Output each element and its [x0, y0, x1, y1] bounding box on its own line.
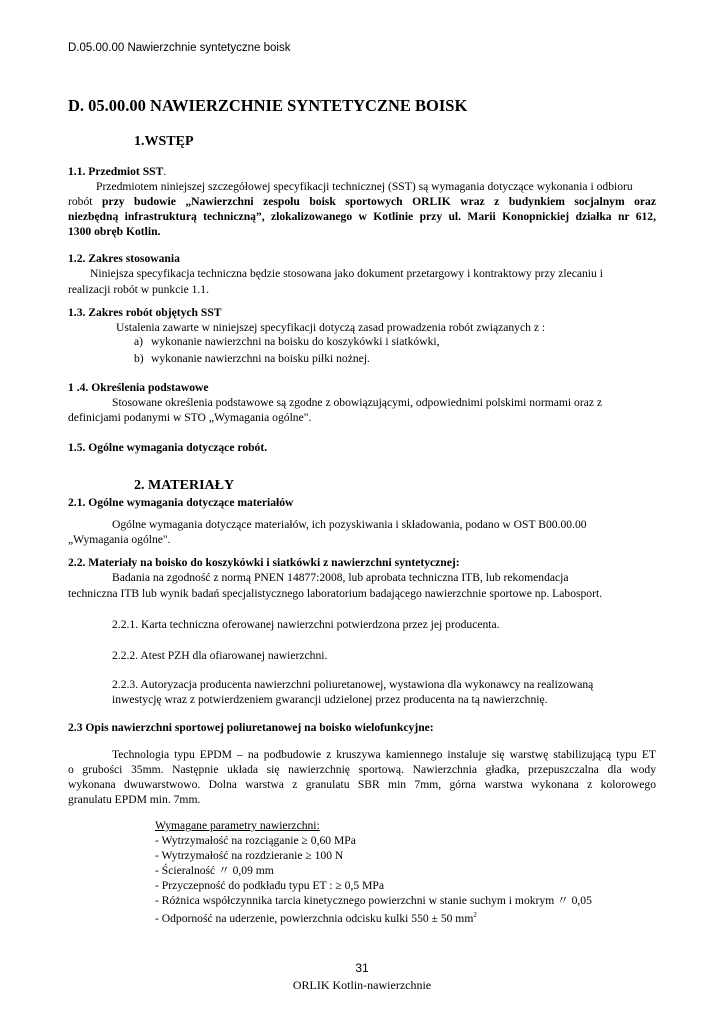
item-2-2-2: 2.2.2. Atest PZH dla ofiarowanej nawierzchni.	[112, 649, 328, 662]
subsection-title-1-5: 1.5. Ogólne wymagania dotyczące robót.	[68, 441, 268, 454]
subsection-title-1-4: 1 .4. Określenia podstawowe	[68, 381, 209, 394]
paragraph-1-3-line-1: Ustalenia zawarte w niniejszej specyfikacji dotyczą zasad prowadzenia robót związanych z :	[116, 321, 546, 334]
superscript: 2	[473, 911, 477, 919]
list-item	[134, 351, 370, 366]
paragraph-1-2-line-1: Niniejsza specyfikacja techniczna będzie stosowana jako dokument przetargowy i kontraktowy przy zlecaniu i	[90, 267, 603, 280]
running-header: D.05.00.00 Nawierzchnie syntetyczne boisk	[68, 42, 291, 54]
paragraph-1-1-line-2	[68, 194, 656, 209]
subsection-title-1-3: 1.3. Zakres robót objętych SST	[68, 306, 222, 319]
parameter-text: - Odporność na uderzenie, powierzchnia odcisku kulki 550 ± 50 mm	[155, 911, 474, 925]
parameters-title: Wymagane parametry nawierzchni:	[155, 819, 320, 832]
paragraph-1-2-line-2: realizacji robót w punkcie 1.1.	[68, 283, 210, 296]
paragraph-2-2-line-1: Badania na zgodność z normą PNEN 14877:2008, lub aprobata techniczna ITB, lub rekomendacja	[112, 571, 569, 584]
paragraph-2-3-line-3: wykonana dwuwarstwowo. Dolna warstwa z granulatu SBR min 7mm, górna warstwa wykonana z kolorowego	[68, 778, 656, 791]
paragraph-2-1-line-2: „Wymagania ogólne".	[68, 533, 171, 546]
paragraph-1-1-line-1: Przedmiotem niniejszej szczegółowej specyfikacji technicznej (SST) są wymagania dotyczące wykonania i odbioru	[96, 180, 633, 193]
section-heading-materialy: 2. MATERIAŁY	[134, 478, 235, 493]
section-heading-wstep: 1.WSTĘP	[134, 134, 194, 149]
parameter-item: - Ścieralność 〃 0,09 mm	[155, 864, 274, 877]
bold-text: przy budowie „Nawierzchni zespołu boisk sportowych ORLIK wraz z budynkiem socjalnym oraz	[101, 195, 656, 208]
paragraph-2-3-line-2: o grubości 35mm. Następnie układa się nawierzchnię sportową. Nawierzchnia gładka, przepuszczalna dla wody	[68, 763, 656, 776]
subsection-title-2-3: 2.3 Opis nawierzchni sportowej poliuretanowej na boisko wielofunkcyjne:	[68, 721, 434, 734]
paragraph-1-1-line-4: 1300 obręb Kotlin.	[68, 225, 161, 238]
footer-caption: ORLIK Kotlin-nawierzchnie	[292, 978, 432, 992]
paragraph-2-3-line-4: granulatu EPDM min. 7mm.	[68, 793, 201, 806]
subsection-title-2-1: 2.1. Ogólne wymagania dotyczące materiałów	[68, 496, 294, 509]
document-title: D. 05.00.00 NAWIERZCHNIE SYNTETYCZNE BOISK	[68, 96, 468, 115]
subsection-title-1-2: 1.2. Zakres stosowania	[68, 252, 180, 265]
subsection-title-text: 1.1. Przedmiot SST	[68, 165, 164, 178]
list-item	[134, 334, 440, 349]
item-2-2-3-line-1: 2.2.3. Autoryzacja producenta nawierzchni poliuretanowej, wystawiona dla wykonawcy na realizowaną	[112, 678, 594, 691]
title-period: .	[163, 165, 167, 178]
list-item-text: wykonanie nawierzchni na boisku piłki nożnej.	[151, 352, 370, 365]
subsection-title-1-1	[68, 164, 166, 179]
paragraph-1-1-line-3: niezbędną infrastrukturą techniczną”, zlokalizowanego w Kotlinie przy ul. Marii Konopnickiej działka nr 612,	[68, 210, 656, 223]
page-number: 31	[355, 961, 369, 975]
parameter-item: - Wytrzymałość na rozciąganie ≥ 0,60 MPa	[155, 834, 356, 847]
paragraph-1-4-line-1: Stosowane określenia podstawowe są zgodne z obowiązującymi, odpowiednimi polskimi normami oraz z	[112, 396, 603, 409]
plain-text: robót	[68, 195, 102, 208]
parameter-item: - Różnica współczynnika tarcia kinetycznego powierzchni w stanie suchym i mokrym 〃 0,05	[155, 894, 592, 907]
list-marker: a)	[134, 335, 144, 348]
parameter-item: - Przyczepność do podkładu typu ET : ≥ 0,5 MPa	[155, 879, 384, 892]
paragraph-2-2-line-2: techniczna ITB lub wynik badań specjalistycznego laboratorium badającego nawierzchnie sportowe np. Labosport.	[68, 587, 603, 600]
item-2-2-3-line-2: inwestycję wraz z potwierdzeniem gwarancji udzielonej przez producenta na tą nawierzchnię.	[112, 693, 548, 706]
paragraph-1-4-line-2: definicjami podanymi w STO „Wymagania ogólne".	[68, 411, 312, 424]
subsection-title-2-2: 2.2. Materiały na boisko do koszykówki i siatkówki z nawierzchni syntetycznej:	[68, 556, 460, 569]
paragraph-2-3-line-1: Technologia typu EPDM – na podbudowie z kruszywa kamiennego instaluje się warstwę stabilizującą typu ET	[112, 748, 656, 761]
list-item-text: wykonanie nawierzchni na boisku do koszykówki i siatkówki,	[151, 335, 440, 348]
parameter-item: - Wytrzymałość na rozdzieranie ≥ 100 N	[155, 849, 344, 862]
paragraph-2-1-line-1: Ogólne wymagania dotyczące materiałów, ich pozyskiwania i składowania, podano w OST B00.00.00	[112, 518, 587, 531]
parameter-item	[155, 908, 477, 926]
item-2-2-1: 2.2.1. Karta techniczna oferowanej nawierzchni potwierdzona przez jej producenta.	[112, 618, 500, 631]
list-marker: b)	[134, 352, 144, 365]
